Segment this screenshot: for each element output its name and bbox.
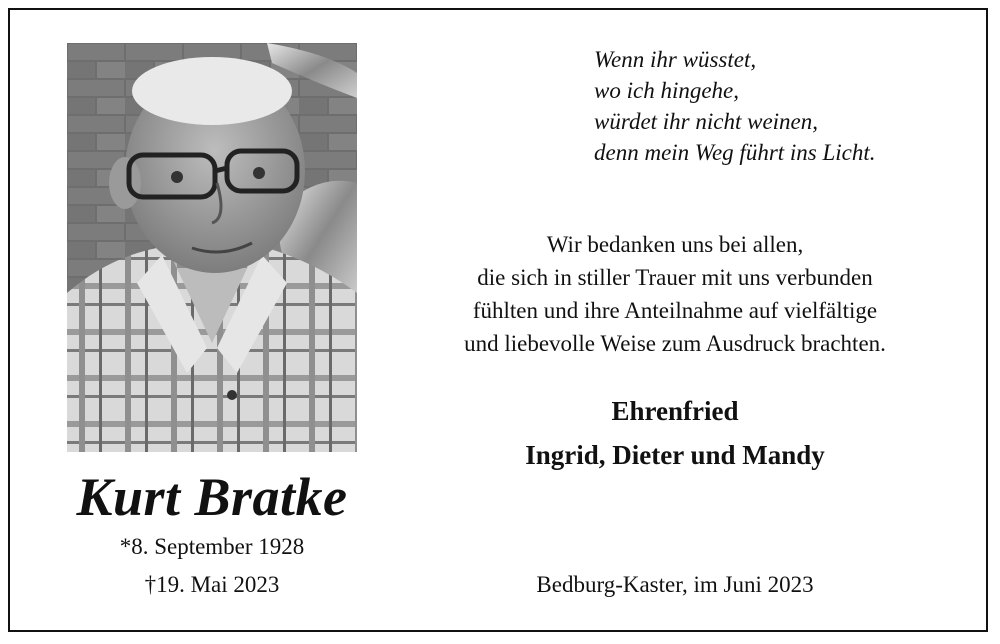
place-date: Bedburg-Kaster, im Juni 2023: [536, 572, 814, 597]
signers: [410, 389, 940, 477]
poem-line: Wenn ihr wüsstet,: [594, 47, 757, 72]
poem-line: denn mein Weg führt ins Licht.: [594, 140, 876, 165]
birth-date: *8. September 1928: [119, 534, 305, 559]
thanks-text: [410, 228, 940, 360]
portrait-image: [67, 43, 357, 452]
poem: [594, 44, 876, 168]
thanks-line: und liebevolle Weise zum Ausdruck brachten.: [464, 331, 886, 356]
portrait-photo: [67, 43, 357, 452]
signer-line: Ehrenfried: [611, 396, 739, 426]
death-date: †19. Mai 2023: [144, 572, 280, 597]
signer-line: Ingrid, Dieter und Mandy: [525, 440, 825, 470]
thanks-line: die sich in stiller Trauer mit uns verbunden: [477, 265, 873, 290]
thanks-line: fühlten und ihre Anteilnahme auf vielfältige: [472, 298, 878, 323]
poem-line: wo ich hingehe,: [594, 78, 739, 103]
thanks-line: Wir bedanken uns bei allen,: [546, 232, 804, 257]
deceased-name: Kurt Bratke: [76, 467, 348, 527]
poem-line: würdet ihr nicht weinen,: [594, 109, 819, 134]
